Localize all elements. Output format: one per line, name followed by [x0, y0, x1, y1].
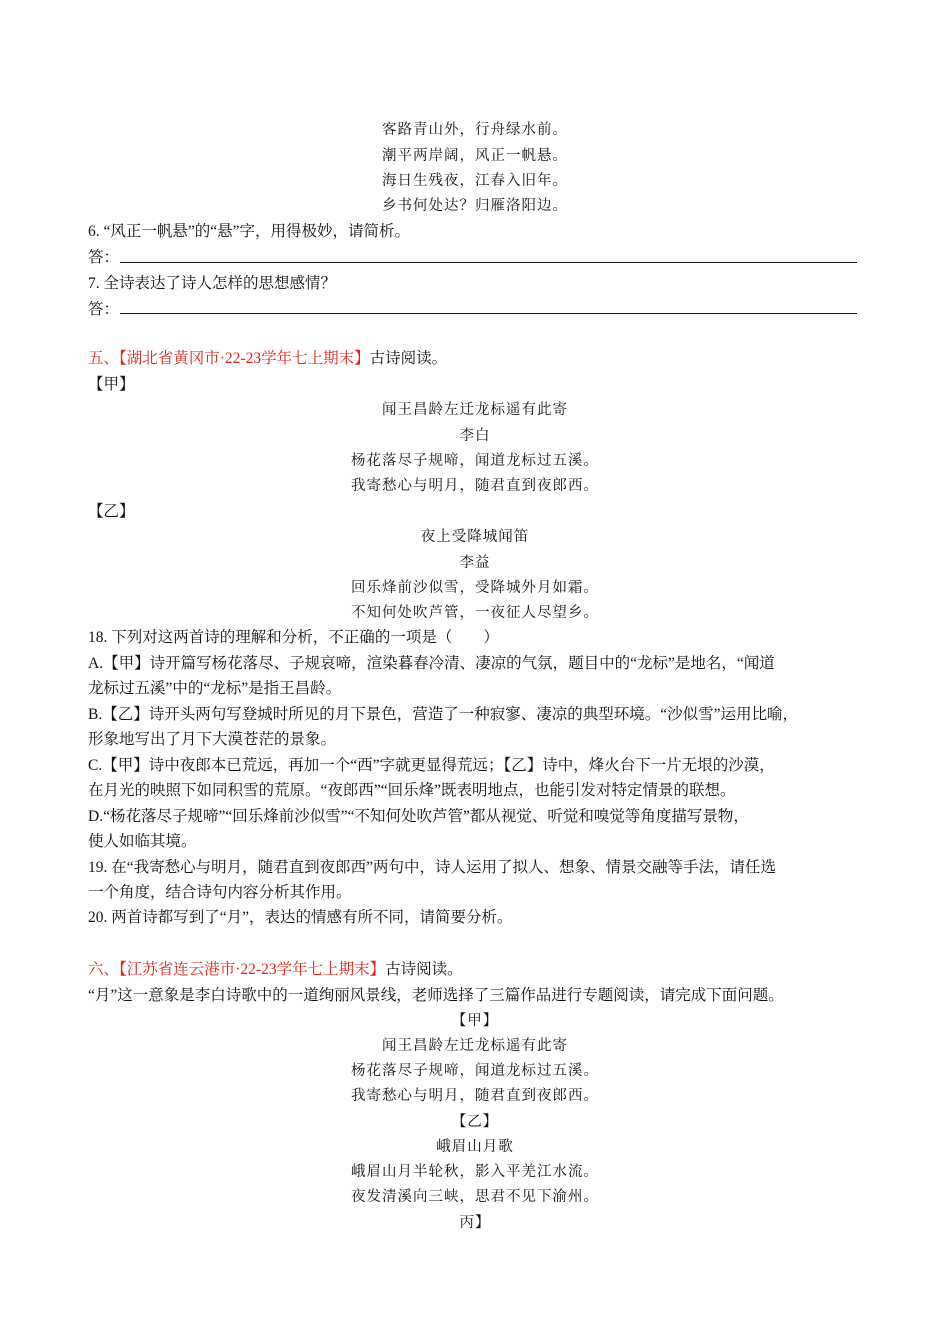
section-number: 六、 — [88, 961, 120, 978]
question-7: 7. 全诗表达了诗人怎样的思想感情？ — [88, 275, 337, 292]
poem-line: 不知何处吹芦管，一夜征人尽望乡。 — [351, 605, 599, 621]
question-18 — [88, 625, 499, 647]
answer-line[interactable] — [120, 262, 857, 263]
option-c[interactable]: C.【甲】诗中夜郎本已荒远，再加一个“西”字就更显得荒远；【乙】诗中，烽火台下一片无垠的沙漠， — [88, 757, 775, 774]
poem-label-bing: 丙】 — [459, 1215, 491, 1231]
poem-label-yi: 【乙】 — [451, 1114, 499, 1130]
option-b[interactable]: B.【乙】诗开头两句写登城时所见的月下景色，营造了一种寂寥、凄凉的典型环境。“沙似雪”运用比喻， — [88, 706, 798, 723]
question-20: 20. 两首诗都写到了“月”，表达的情感有所不同，请简要分析。 — [88, 909, 513, 926]
poem-line: 我寄愁心与明月，随君直到夜郎西。 — [351, 1088, 599, 1104]
section-intro: 古诗阅读。 — [369, 350, 448, 367]
poem-line: 峨眉山月半轮秋，影入平羌江水流。 — [351, 1164, 599, 1180]
section-number: 五、 — [88, 350, 120, 367]
option-b-cont: 形象地写出了月下大漠苍茫的景象。 — [88, 731, 337, 748]
poem-title: 夜上受降城闻笛 — [420, 529, 530, 545]
poem-title: 闻王昌龄左迁龙标遥有此寄 — [382, 402, 568, 418]
poem-author: 李益 — [459, 555, 491, 571]
section-5-heading — [88, 346, 447, 368]
section-source: 【江苏省连云港市·22-23学年七上期末】 — [119, 961, 386, 978]
option-c-cont: 在月光的映照下如同积雪的荒原。“夜郎西”“回乐烽”既表明地点，也能引发对特定情景的联想。 — [88, 782, 736, 799]
section-lead: “月”这一意象是李白诗歌中的一道绚丽风景线，老师选择了三篇作品进行专题阅读，请完成下面问题。 — [88, 987, 784, 1004]
option-a-cont: 龙标过五溪”中的“龙标”是指王昌龄。 — [88, 680, 342, 697]
poem-title: 闻王昌龄左迁龙标遥有此寄 — [382, 1038, 568, 1054]
poem-label-jia: 【甲】 — [451, 1013, 499, 1029]
emphasis-text — [328, 629, 375, 646]
poem-line: 夜发清溪向三峡，思君不见下渝州。 — [351, 1189, 599, 1205]
question-text: 18. 下列对这两首诗的理解和分析， — [88, 629, 329, 646]
poem-line: 杨花落尽子规啼，闻道龙标过五溪。 — [351, 1063, 599, 1079]
answer-label: 答： — [88, 301, 120, 318]
answer-line[interactable] — [120, 313, 857, 314]
question-6: 6. “风正一帆悬”的“悬”字，用得极妙，请简析。 — [88, 223, 411, 240]
poem-line: 回乐烽前沙似雪，受降城外月如霜。 — [351, 580, 599, 596]
section-intro: 古诗阅读。 — [385, 961, 463, 978]
poem-label-jia: 【甲】 — [88, 376, 135, 393]
poem-line: 乡书何处达？归雁洛阳边。 — [382, 198, 568, 214]
option-a[interactable]: A.【甲】诗开篇写杨花落尽、子规哀啼，渲染暮春冷清、凄凉的气氛，题目中的“龙标”是地名，“闻道 — [88, 655, 775, 672]
poem-line: 潮平两岸阔，风正一帆悬。 — [382, 148, 568, 164]
question-text: 的一项是（ ） — [374, 629, 499, 646]
option-d[interactable]: D.“杨花落尽子规啼”“回乐烽前沙似雪”“不知何处吹芦管”都从视觉、听觉和嗅觉等角度描写景物， — [88, 808, 749, 825]
question-19-cont: 一个角度，结合诗句内容分析其作用。 — [88, 884, 352, 901]
emphasis-char: 确 — [359, 629, 375, 646]
emphasis-char: 正 — [343, 629, 360, 646]
poem-label-yi: 【乙】 — [88, 503, 135, 520]
poem-line: 杨花落尽子规啼，闻道龙标过五溪。 — [351, 453, 599, 469]
question-19: 19. 在“我寄愁心与明月，随君直到夜郎西”两句中，诗人运用了拟人、想象、情景交融等手法，请任选 — [88, 859, 777, 876]
answer-label: 答： — [88, 249, 120, 266]
poem-title: 峨眉山月歌 — [436, 1139, 514, 1155]
poem-line: 客路青山外，行舟绿水前。 — [382, 122, 568, 138]
section-source: 【湖北省黄冈市·22-23学年七上期末】 — [119, 350, 370, 367]
option-d-cont: 使人如临其境。 — [88, 833, 197, 850]
emphasis-char: 不 — [328, 629, 344, 646]
poem-line: 我寄愁心与明月，随君直到夜郎西。 — [351, 478, 599, 494]
poem-author: 李白 — [459, 428, 491, 444]
poem-line: 海日生残夜，江春入旧年。 — [382, 173, 568, 189]
section-6-heading — [88, 957, 463, 979]
